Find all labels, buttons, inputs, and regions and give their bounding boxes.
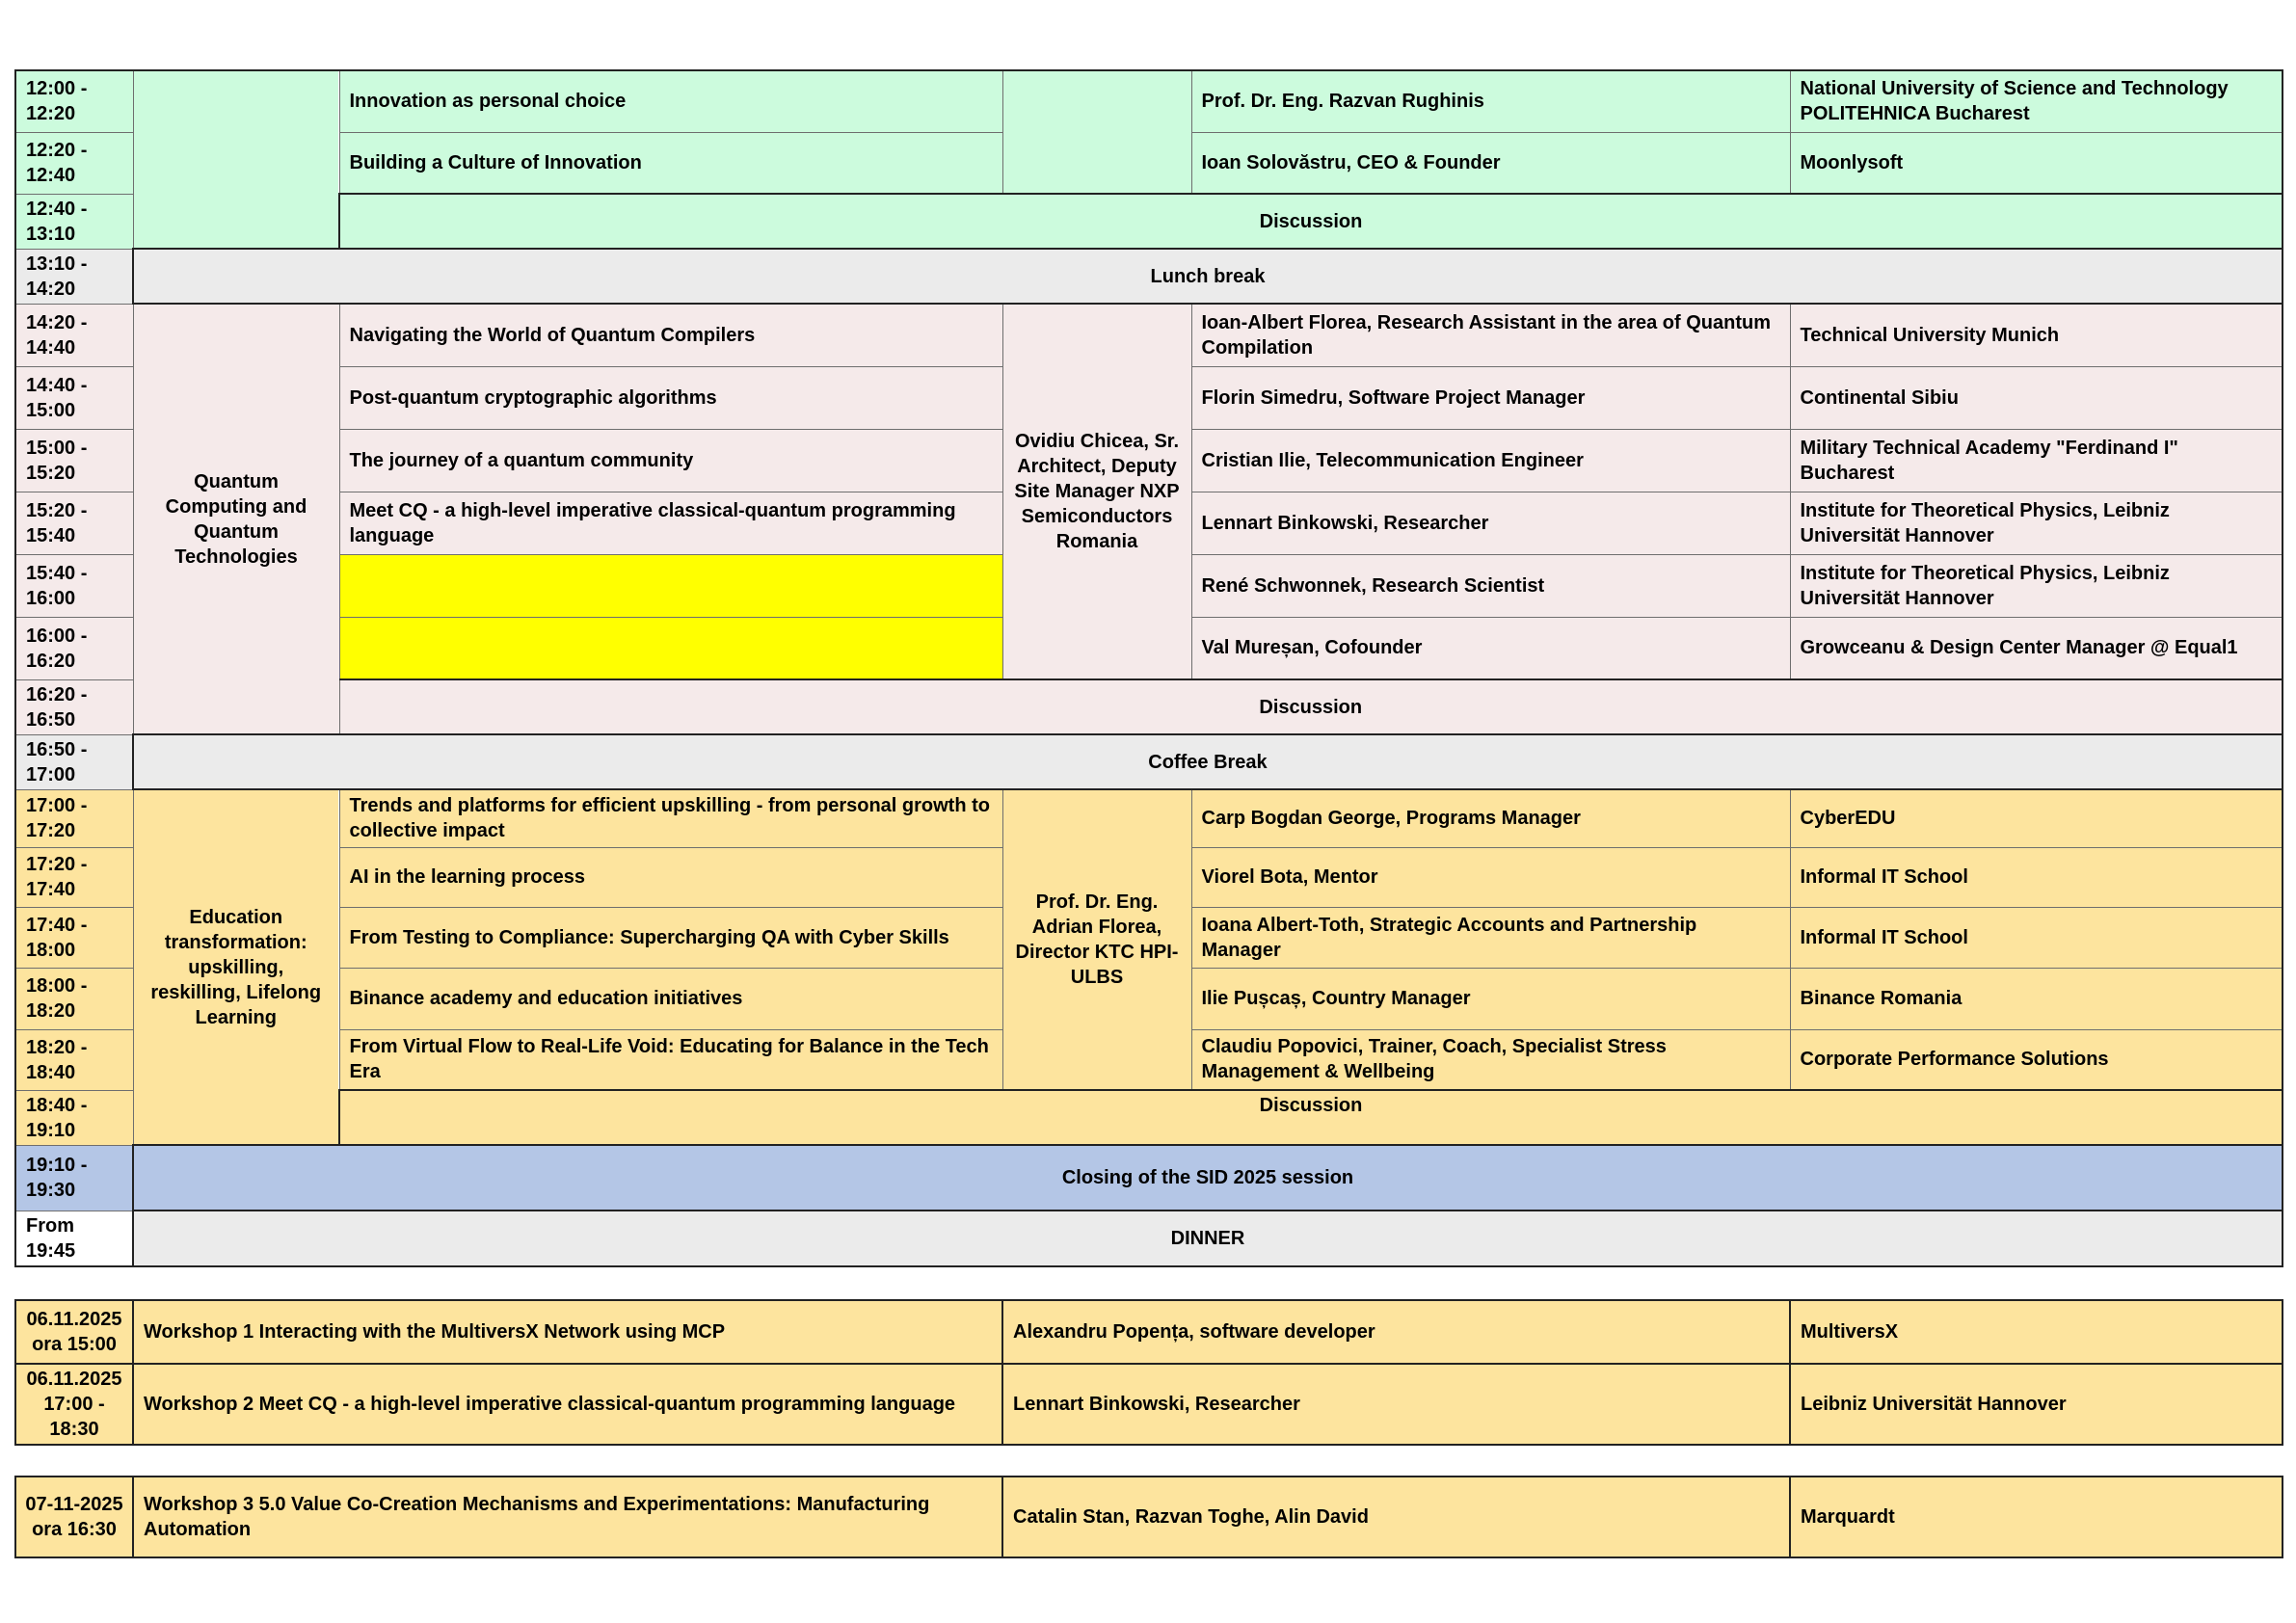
time-cell: 16:00 - 16:20 (15, 617, 133, 679)
org-cell: Institute for Theoretical Physics, Leibniz Universität Hannover (1790, 492, 2283, 554)
schedule-table (14, 69, 2283, 1267)
time-cell: 15:00 - 15:20 (15, 429, 133, 492)
time-cell: From 19:45 (15, 1211, 133, 1266)
talk-title-empty (339, 554, 1002, 617)
time-cell: 15:20 - 15:40 (15, 492, 133, 554)
workshop-date: 06.11.2025 ora 15:00 (15, 1300, 133, 1364)
time-cell: 16:50 - 17:00 (15, 734, 133, 789)
time-cell: 15:40 - 16:00 (15, 554, 133, 617)
time-cell: 13:10 - 14:20 (15, 249, 133, 304)
lunch-break-cell: Lunch break (133, 249, 2283, 304)
discussion-row (15, 194, 2283, 249)
workshop-speaker: Catalin Stan, Razvan Toghe, Alin David (1002, 1477, 1790, 1557)
time-cell: 18:20 - 18:40 (15, 1029, 133, 1090)
workshops-table (14, 1299, 2283, 1446)
workshop-3-table (14, 1476, 2283, 1558)
break-row (15, 249, 2283, 304)
speaker-cell: Lennart Binkowski, Researcher (1191, 492, 1790, 554)
speaker-cell: Carp Bogdan George, Programs Manager (1191, 789, 1790, 847)
session-cell (133, 70, 339, 249)
time-cell: 18:40 - 19:10 (15, 1090, 133, 1145)
talk-title: From Virtual Flow to Real-Life Void: Educating for Balance in the Tech Era (339, 1029, 1002, 1090)
org-cell: Technical University Munich (1790, 304, 2283, 366)
org-cell: National University of Science and Technology POLITEHNICA Bucharest (1790, 70, 2283, 132)
speaker-cell: Ioan Solovăstru, CEO & Founder (1191, 132, 1790, 194)
time-cell: 16:20 - 16:50 (15, 679, 133, 734)
workshop-date: 07-11-2025 ora 16:30 (15, 1477, 133, 1557)
workshop-title: Workshop 1 Interacting with the MultiversX Network using MCP (133, 1300, 1002, 1364)
closing-row (15, 1145, 2283, 1211)
workshop-date: 06.11.2025 17:00 - 18:30 (15, 1364, 133, 1445)
chair-cell: Ovidiu Chicea, Sr. Architect, Deputy Site Manager NXP Semiconductors Romania (1002, 304, 1191, 679)
org-cell: Informal IT School (1790, 907, 2283, 968)
speaker-cell: Ioan-Albert Florea, Research Assistant in the area of Quantum Compilation (1191, 304, 1790, 366)
time-cell: 17:20 - 17:40 (15, 847, 133, 907)
workshop-org: Marquardt (1790, 1477, 2283, 1557)
chair-cell: Prof. Dr. Eng. Adrian Florea, Director KTC HPI-ULBS (1002, 789, 1191, 1090)
talk-title: AI in the learning process (339, 847, 1002, 907)
talk-title: Trends and platforms for efficient upskilling - from personal growth to collective impact (339, 789, 1002, 847)
workshop-row (15, 1364, 2283, 1445)
workshop-title: Workshop 2 Meet CQ - a high-level imperative classical-quantum programming language (133, 1364, 1002, 1445)
workshop-speaker: Lennart Binkowski, Researcher (1002, 1364, 1790, 1445)
org-cell: Binance Romania (1790, 968, 2283, 1029)
table-row (15, 789, 2283, 847)
talk-title: From Testing to Compliance: Supercharging QA with Cyber Skills (339, 907, 1002, 968)
time-cell: 17:00 - 17:20 (15, 789, 133, 847)
speaker-cell: Prof. Dr. Eng. Razvan Rughinis (1191, 70, 1790, 132)
speaker-cell: Viorel Bota, Mentor (1191, 847, 1790, 907)
speaker-cell: Ilie Pușcaș, Country Manager (1191, 968, 1790, 1029)
coffee-break-cell: Coffee Break (133, 734, 2283, 789)
session-cell: Education transformation: upskilling, reskilling, Lifelong Learning (133, 789, 339, 1145)
speaker-cell: Val Mureșan, Cofounder (1191, 617, 1790, 679)
chair-cell (1002, 70, 1191, 194)
dinner-row (15, 1211, 2283, 1266)
talk-title: Meet CQ - a high-level imperative classical-quantum programming language (339, 492, 1002, 554)
org-cell: Growceanu & Design Center Manager @ Equal1 (1790, 617, 2283, 679)
speaker-cell: Ioana Albert-Toth, Strategic Accounts and Partnership Manager (1191, 907, 1790, 968)
discussion-cell: Discussion (339, 1090, 2283, 1145)
time-cell: 14:20 - 14:40 (15, 304, 133, 366)
closing-cell: Closing of the SID 2025 session (133, 1145, 2283, 1211)
dinner-cell: DINNER (133, 1211, 2283, 1266)
talk-title-empty (339, 617, 1002, 679)
talk-title: Navigating the World of Quantum Compilers (339, 304, 1002, 366)
table-row (15, 304, 2283, 366)
discussion-row (15, 1090, 2283, 1145)
workshop-row (15, 1300, 2283, 1364)
time-cell: 17:40 - 18:00 (15, 907, 133, 968)
speaker-cell: Claudiu Popovici, Trainer, Coach, Specialist Stress Management & Wellbeing (1191, 1029, 1790, 1090)
speaker-cell: Florin Simedru, Software Project Manager (1191, 366, 1790, 429)
workshop-row (15, 1477, 2283, 1557)
org-cell: Moonlysoft (1790, 132, 2283, 194)
workshop-org: Leibniz Universität Hannover (1790, 1364, 2283, 1445)
time-cell: 19:10 - 19:30 (15, 1145, 133, 1211)
time-cell: 14:40 - 15:00 (15, 366, 133, 429)
workshop-speaker: Alexandru Popența, software developer (1002, 1300, 1790, 1364)
discussion-cell: Discussion (339, 194, 2283, 249)
org-cell: Continental Sibiu (1790, 366, 2283, 429)
talk-title: Post-quantum cryptographic algorithms (339, 366, 1002, 429)
session-cell: Quantum Computing and Quantum Technologies (133, 304, 339, 734)
org-cell: Institute for Theoretical Physics, Leibniz Universität Hannover (1790, 554, 2283, 617)
agenda-sheet (14, 69, 2282, 1558)
talk-title: Binance academy and education initiatives (339, 968, 1002, 1029)
time-cell: 12:40 - 13:10 (15, 194, 133, 249)
org-cell: Military Technical Academy "Ferdinand I" Bucharest (1790, 429, 2283, 492)
break-row (15, 734, 2283, 789)
talk-title: Building a Culture of Innovation (339, 132, 1002, 194)
discussion-cell: Discussion (339, 679, 2283, 734)
table-row (15, 70, 2283, 132)
speaker-cell: René Schwonnek, Research Scientist (1191, 554, 1790, 617)
talk-title: The journey of a quantum community (339, 429, 1002, 492)
time-cell: 12:20 - 12:40 (15, 132, 133, 194)
org-cell: Informal IT School (1790, 847, 2283, 907)
org-cell: Corporate Performance Solutions (1790, 1029, 2283, 1090)
org-cell: CyberEDU (1790, 789, 2283, 847)
workshop-org: MultiversX (1790, 1300, 2283, 1364)
talk-title: Innovation as personal choice (339, 70, 1002, 132)
time-cell: 18:00 - 18:20 (15, 968, 133, 1029)
speaker-cell: Cristian Ilie, Telecommunication Engineer (1191, 429, 1790, 492)
workshop-title: Workshop 3 5.0 Value Co-Creation Mechanisms and Experimentations: Manufacturing Automation (133, 1477, 1002, 1557)
time-cell: 12:00 - 12:20 (15, 70, 133, 132)
discussion-row (15, 679, 2283, 734)
